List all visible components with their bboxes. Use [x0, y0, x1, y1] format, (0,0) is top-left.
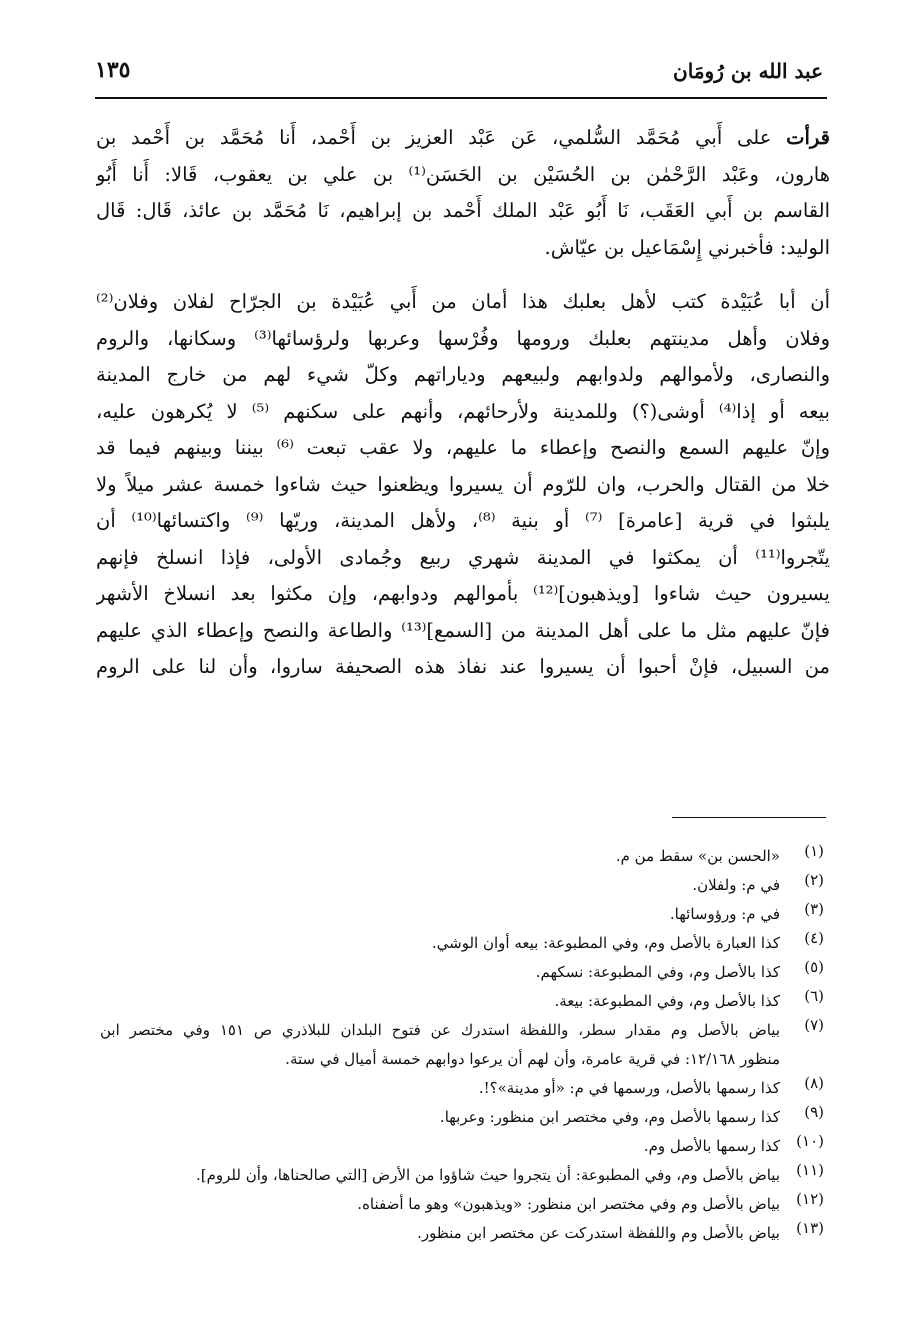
- text-line: هارون، وعَبْد الرَّحْمٰن بن الحُسَيْن بن الحَسَن⁽¹⁾ بن علي بن يعقوب، قَالا: أَنا أَبُو: [96, 162, 830, 186]
- footnote-number: (٥): [804, 958, 824, 976]
- footnote-number: (٣): [804, 900, 824, 918]
- text-line: [96, 120, 830, 157]
- text-line: يلبثوا في قرية [عامرة] ⁽⁷⁾ أو بنية ⁽⁸⁾، ولأهل المدينة، وريّها ⁽⁹⁾ واكتسائها⁽¹⁰⁾ أن: [96, 509, 830, 532]
- footnote-number: (١٢): [796, 1190, 824, 1208]
- footnote: [100, 1132, 824, 1161]
- footnote-text: منظور ١٢/١٦٨: في قرية عامرة، وأن لهم أن يرعوا دوابهم خمسة أميال في ستة.: [285, 1050, 780, 1068]
- footnote-text: بياض بالأصل وم، وفي المطبوعة: أن يتجروا حيث شاؤوا من الأرض [التي صالحناها، وأن للروم].: [196, 1166, 780, 1184]
- footnote: [100, 871, 824, 900]
- footnote: [100, 1074, 824, 1103]
- footnote-text: بياض بالأصل وم واللفظة استدركت عن مختصر ابن منظور.: [417, 1224, 780, 1242]
- footnote-text: بياض بالأصل وم وفي مختصر ابن منظور: «ويذهبون» وهو ما أضفناه.: [357, 1195, 780, 1213]
- footnote-text: في م: ولفلان.: [692, 876, 780, 894]
- footnote: [100, 958, 824, 987]
- main-text: [96, 120, 830, 686]
- text-line: والنصارى، ولأموالهم ولدوابهم ولبيعهم ودياراتهم وكلّ شيء لهم من خارج المدينة: [96, 363, 830, 386]
- footnote-text: «الحسن بن» سقط من م.: [615, 847, 780, 865]
- footnote: [100, 1219, 824, 1248]
- paragraph-isnad: [96, 120, 830, 266]
- text-line: خلا من القتال والحرب، وان للرّوم أن يسيروا ويظعنوا حيث شاءوا خمسة عشر ميلاً ولا: [96, 472, 830, 496]
- footnotes: [100, 842, 824, 1248]
- text-line: يسيرون حيث شاءوا [ويذهبون]⁽¹²⁾ بأموالهم ودوابهم، وإن مكثوا بعد انسلاخ الأشهر: [96, 582, 830, 605]
- footnote: [100, 1161, 824, 1190]
- footnote-text: كذا بالأصل وم، وفي المطبوعة: نسكهم.: [535, 963, 780, 981]
- text-line: الوليد: فأخبرني إِسْمَاعيل بن عيّاش.: [544, 235, 830, 259]
- footnote-number: (٧): [804, 1016, 824, 1034]
- footnote-text: كذا رسمها بالأصل، ورسمها في م: «أو مدينة»؟!.: [478, 1079, 780, 1097]
- text-line: فإنّ عليهم مثل ما على أهل المدينة من [السمع]⁽¹³⁾ والطاعة والنصح وإعطاء الذي عليهم: [96, 618, 830, 642]
- footnote: [100, 1103, 824, 1132]
- page-number: ١٣٥: [95, 57, 131, 83]
- footnote: [100, 929, 824, 958]
- footnote-text: كذا بالأصل وم، وفي المطبوعة: بيعة.: [554, 992, 780, 1010]
- paragraph-lead-word: قرأت: [786, 126, 830, 149]
- footnote-number: (١٠): [796, 1132, 824, 1150]
- footnote-number: (٨): [804, 1074, 824, 1092]
- footnote-text: بياض بالأصل وم مقدار سطر، واللفظة استدرك عن فتوح البلدان للبلاذري ص ١٥١ وفي مختصر ابن: [100, 1021, 780, 1039]
- footnote-number: (٤): [804, 929, 824, 947]
- text-line: وفلان وأهل مدينتهم بعلبك ورومها وفُرْسها وعربها ولرؤسائها⁽³⁾ وسكانها، والروم: [96, 326, 830, 350]
- text-line: من السبيل، فإنْ أحبوا أن يسيروا عند نفاذ هذه الصحيفة ساروا، وأن لنا على الروم: [96, 655, 830, 678]
- footnote: [100, 987, 824, 1016]
- footnote-text: كذا رسمها بالأصل وم، وفي مختصر ابن منظور: وعربها.: [439, 1108, 780, 1126]
- text-line: أن أبا عُبَيْدة كتب لأهل بعلبك هذا أمان من أَبي عُبَيْدة بن الجرّاح لفلان وفلان⁽²⁾: [96, 290, 830, 313]
- footnote-text: كذا رسمها بالأصل وم.: [643, 1137, 780, 1155]
- paragraph-treaty: [96, 284, 830, 686]
- footnote-text: كذا العبارة بالأصل وم، وفي المطبوعة: بيعه أوان الوشي.: [431, 934, 780, 952]
- footnote-number: (٦): [804, 987, 824, 1005]
- footnote-number: (١١): [796, 1161, 824, 1179]
- page-header: [95, 55, 827, 99]
- running-title: عبد الله بن رُومَان: [673, 59, 823, 83]
- text-line: يتّجروا⁽¹¹⁾ أن يمكثوا في المدينة شهري ربيع وجُمادى الأولى، فإذا انسلخ فإنهم: [96, 545, 830, 569]
- footnote-number: (٩): [804, 1103, 824, 1121]
- footnote-number: (٢): [804, 871, 824, 889]
- text-line: القاسم بن أَبي العَقَب، نَا أَبُو عَبْد الملك أَحْمد بن إبراهيم، نَا مُحَمَّد بن عائذ، قَال: قَال: [96, 199, 830, 222]
- footnote: [100, 900, 824, 929]
- text-line: بيعه أو إذا⁽⁴⁾ أوشى(؟) وللمدينة ولأرحائهم، وأنهم على سكنهم ⁽⁵⁾ لا يُكرهون عليه،: [96, 399, 830, 423]
- footnote-separator: [672, 817, 826, 818]
- footnote-text: في م: ورؤوسائها.: [669, 905, 780, 923]
- footnote-number: (١٣): [796, 1219, 824, 1237]
- footnote: [100, 1016, 824, 1074]
- footnote: [100, 842, 824, 871]
- text-line: وإنّ عليهم السمع والنصح وإعطاء ما عليهم، ولا عقب تبعت ⁽⁶⁾ بيننا وبينهم فيما قد: [96, 436, 830, 459]
- footnote-number: (١): [804, 842, 824, 860]
- text-line-content: على أَبي مُحَمَّد السُّلمي، عَن عَبْد العزيز بن أَحْمد، أَنا مُحَمَّد بن أَحْمد بن: [96, 126, 787, 149]
- footnote: [100, 1190, 824, 1219]
